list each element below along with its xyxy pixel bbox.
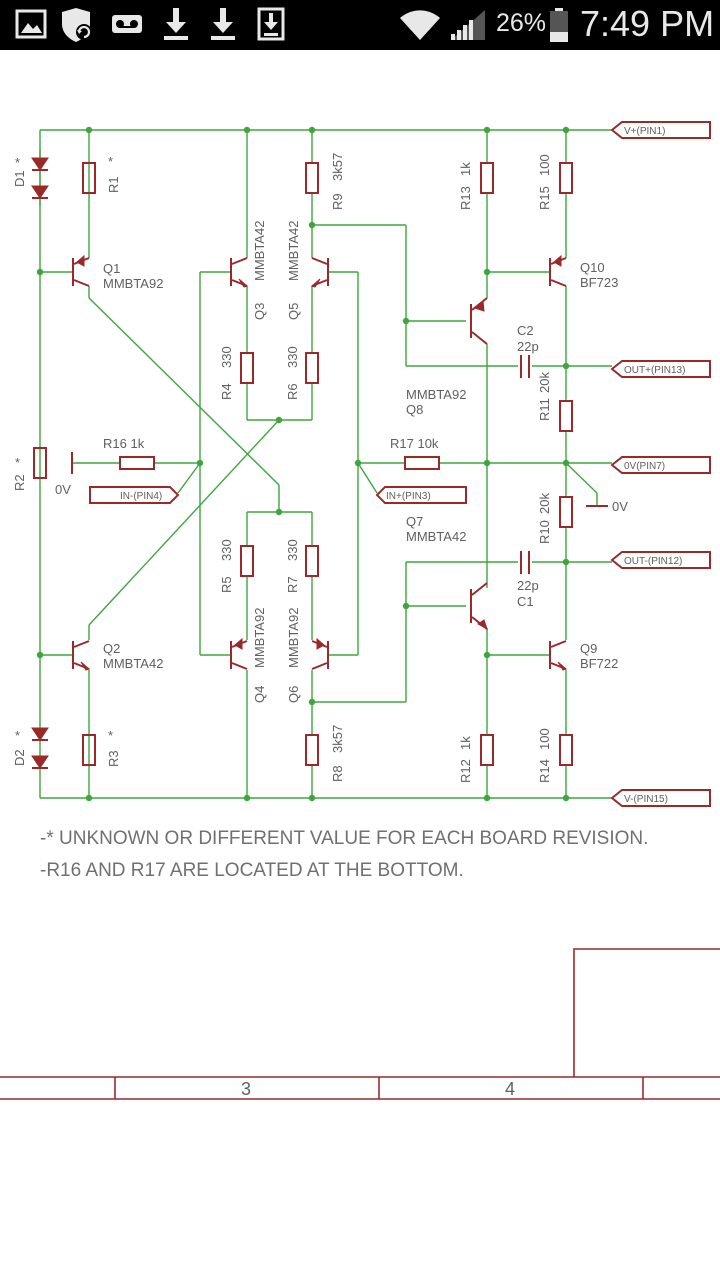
- resistor-r10: [560, 497, 572, 527]
- resistor-r16: [120, 457, 154, 469]
- label-d2-mark: *: [15, 728, 21, 743]
- label-r6: R6: [285, 383, 300, 400]
- transistor-q1: [73, 256, 89, 286]
- label-r14-val: 100: [537, 728, 552, 750]
- svg-text:V-(PIN15): V-(PIN15): [624, 794, 668, 805]
- label-q8-type: MMBTA92: [406, 387, 467, 402]
- label-q10-type: BF723: [580, 275, 619, 290]
- net-label-outplus: [612, 361, 710, 377]
- net-label-inplus: [377, 487, 466, 503]
- gallery-icon: [14, 6, 48, 42]
- label-r15-val: 100: [537, 154, 552, 176]
- resistor-r14: [560, 735, 572, 765]
- part-labels: [12, 153, 628, 783]
- label-c1: C1: [517, 594, 534, 609]
- label-r5: R5: [219, 576, 234, 593]
- label-r7: R7: [285, 576, 300, 593]
- label-r14: R14: [537, 759, 552, 783]
- label-ground-right: 0V: [612, 499, 628, 514]
- label-q5-type: MMBTA42: [286, 220, 301, 281]
- transistor-q5: [312, 258, 328, 287]
- label-r9: R9: [330, 193, 345, 210]
- transistor-q9: [550, 641, 566, 670]
- label-r12-val: 1k: [458, 736, 473, 750]
- label-r17: R17 10k: [390, 436, 439, 451]
- transistor-q10: [550, 256, 566, 286]
- label-q6: Q6: [286, 685, 301, 703]
- resistor-r5: [241, 546, 253, 576]
- label-q6-type: MMBTA92: [286, 607, 301, 668]
- note-unknown-values: -* UNKNOWN OR DIFFERENT VALUE FOR EACH BOARD REVISION.: [40, 828, 649, 849]
- resistor-r13: [481, 163, 493, 193]
- label-r1-mark: *: [108, 154, 114, 169]
- label-q7: Q7: [406, 514, 424, 529]
- drawing-frame: [0, 949, 720, 1099]
- label-r13-val: 1k: [458, 162, 473, 176]
- resistor-r4: [241, 353, 253, 383]
- net-label-outminus: [612, 552, 710, 568]
- download-icon: [207, 6, 239, 42]
- label-r2: R2: [12, 474, 27, 491]
- download-box-icon: [255, 6, 287, 42]
- net-label-zero: [612, 457, 710, 473]
- download-icon: [160, 6, 192, 42]
- label-r4-val: 330: [219, 346, 234, 368]
- label-r15: R15: [537, 186, 552, 210]
- net-label-inminus: [90, 487, 178, 503]
- label-q4: Q4: [252, 685, 267, 703]
- battery-icon: [548, 7, 570, 43]
- resistor-r12: [481, 735, 493, 765]
- transistor-q7: [471, 583, 487, 629]
- label-q1-type: MMBTA92: [103, 276, 164, 291]
- capacitor-c2: [521, 355, 529, 378]
- resistor-r17: [405, 457, 439, 469]
- label-r16: R16 1k: [103, 436, 145, 451]
- svg-text:IN-(PIN4): IN-(PIN4): [120, 491, 163, 502]
- label-r4: R4: [219, 383, 234, 400]
- label-c2-val: 22p: [517, 339, 539, 354]
- label-q2-type: MMBTA42: [103, 656, 164, 671]
- label-q4-type: MMBTA92: [252, 607, 267, 668]
- frame-column-3: 3: [241, 1079, 252, 1099]
- label-q2: Q2: [103, 641, 121, 656]
- svg-text:OUT+(PIN13): OUT+(PIN13): [624, 365, 686, 376]
- clock: 7:49 PM: [580, 3, 715, 44]
- battery-percentage: 26%: [496, 9, 547, 37]
- label-r13: R13: [458, 186, 473, 210]
- frame-column-4: 4: [505, 1079, 516, 1099]
- label-r11: R11: [537, 398, 552, 421]
- label-ground-left: 0V: [55, 482, 71, 497]
- junctions: [37, 127, 569, 801]
- transistor-q3: [231, 258, 247, 287]
- label-r5-val: 330: [219, 539, 234, 561]
- net-label-vminus: [612, 790, 710, 806]
- label-r11-val: 20k: [537, 372, 552, 393]
- transistor-q2: [73, 641, 89, 670]
- label-q3-type: MMBTA42: [252, 220, 267, 281]
- resistor-r15: [560, 163, 572, 193]
- label-r12: R12: [458, 759, 473, 783]
- label-r10-val: 20k: [537, 493, 552, 514]
- label-r10: R10: [537, 520, 552, 544]
- resistor-r7: [306, 546, 318, 576]
- schematic-diagram: [0, 50, 720, 1280]
- shield-sync-icon: [58, 6, 96, 44]
- label-q8: Q8: [406, 402, 424, 417]
- label-r3-mark: *: [108, 728, 114, 743]
- label-q10: Q10: [580, 260, 605, 275]
- capacitor-c1: [521, 551, 529, 574]
- label-q7-type: MMBTA42: [406, 529, 467, 544]
- label-c1-val: 22p: [517, 578, 539, 593]
- label-r8-val: 3k57: [330, 724, 345, 753]
- label-r9-val: 3k57: [330, 152, 345, 181]
- label-d2: D2: [12, 749, 27, 766]
- label-d1-mark: *: [15, 155, 21, 170]
- label-q5: Q5: [286, 302, 301, 320]
- signal-icon: [449, 8, 487, 42]
- status-bar: [0, 0, 720, 50]
- label-q3: Q3: [252, 302, 267, 320]
- label-r7-val: 330: [285, 539, 300, 561]
- svg-text:OUT-(PIN12): OUT-(PIN12): [624, 556, 683, 567]
- note-r16-r17-location: -R16 AND R17 ARE LOCATED AT THE BOTTOM.: [40, 860, 464, 881]
- transistor-q4: [231, 639, 247, 669]
- resistor-r11: [560, 401, 572, 431]
- label-q9-type: BF722: [580, 656, 619, 671]
- resistor-r6: [306, 353, 318, 383]
- voicemail-icon: [110, 6, 144, 42]
- label-q1: Q1: [103, 261, 121, 276]
- svg-text:0V(PIN7): 0V(PIN7): [624, 461, 666, 472]
- net-label-vplus: [612, 122, 710, 138]
- label-r2-mark: *: [15, 455, 21, 470]
- label-r3: R3: [106, 750, 121, 767]
- wires: [40, 130, 612, 798]
- label-c2: C2: [517, 323, 534, 338]
- resistor-r8: [306, 735, 318, 765]
- svg-text:IN+(PIN3): IN+(PIN3): [386, 491, 431, 502]
- diode-d1: [32, 150, 48, 206]
- resistor-r9: [306, 163, 318, 193]
- transistor-q6: [312, 639, 328, 669]
- label-r6-val: 330: [285, 346, 300, 368]
- label-q9: Q9: [580, 641, 598, 656]
- transistor-q8: [471, 298, 487, 344]
- svg-text:V+(PIN1): V+(PIN1): [624, 126, 666, 137]
- label-d1: D1: [12, 170, 27, 187]
- wifi-icon: [398, 6, 442, 42]
- label-r8: R8: [330, 765, 345, 782]
- label-r1: R1: [106, 176, 121, 193]
